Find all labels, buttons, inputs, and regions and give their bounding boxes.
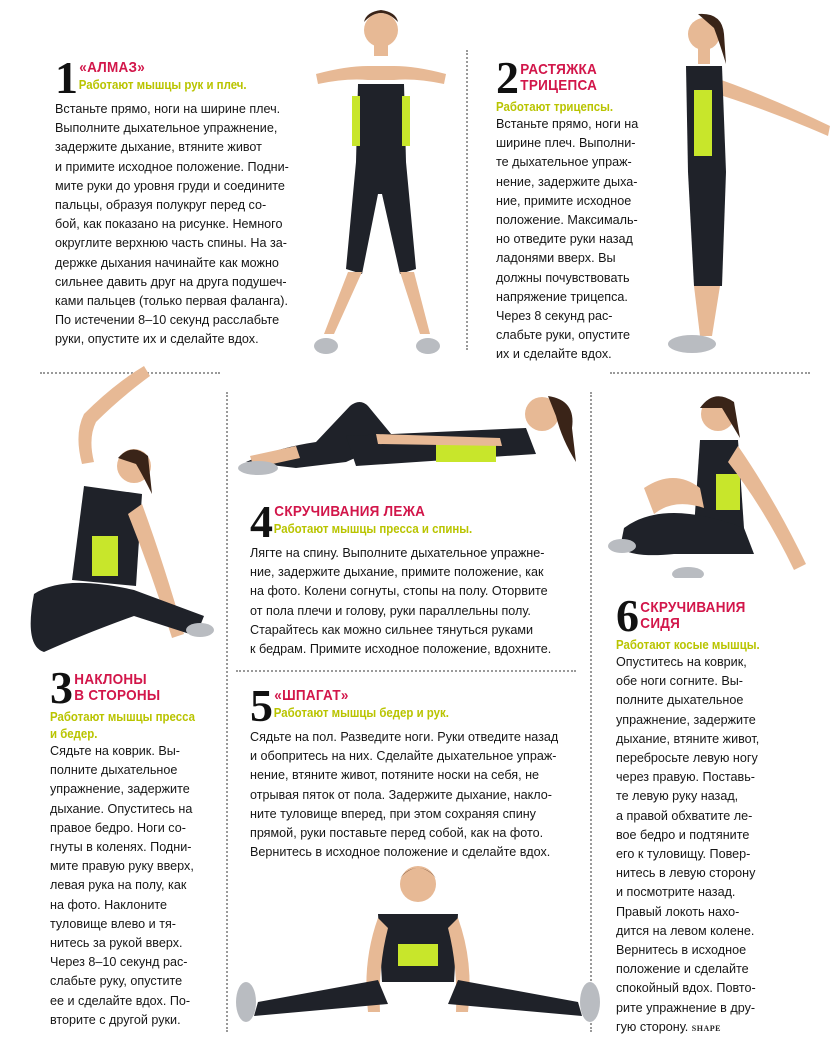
exercise-number: 4 (250, 496, 273, 547)
exercise-number: 2 (496, 52, 519, 103)
exercise-description: Опуститесь на коврик, обе ноги согните. Вы- полните дыхательное упражнение, задержите дыхание, втяните живот, перебросьте левую ногу через правую. Поставь- те левую руку назад, а правой обхватите ле- вое бедро и подтяните его к туловищу. Повер- нитесь в левую сторону и посмотрите назад. Правый локоть нахо- дится на левом колене. Вернитесь в исходное положение и сделайте спокойный вдох. Повто- рите упражнение в дру- гую сторону. SHAPE (616, 655, 760, 1034)
exercise-muscles: Работают мышцы рук и плеч. (78, 77, 247, 92)
exercise-number: 5 (250, 680, 273, 731)
divider (236, 670, 576, 672)
exercise-title: В СТОРОНЫ (74, 687, 161, 704)
exercise-number: 6 (616, 590, 639, 641)
exercise-title: «ШПАГАТ» (274, 687, 349, 704)
exercise-6-photo (604, 378, 814, 578)
exercise-muscles: Работают косые мышцы. (616, 637, 760, 652)
exercise-6 (616, 590, 776, 1038)
exercise-muscles: Работают мышцы пресса (50, 709, 195, 724)
exercise-3-photo (24, 354, 214, 664)
exercise-description: Сядьте на пол. Разведите ноги. Руки отведите назад и обопритесь на них. Сделайте дыхательное упраж- нение, втяните живот, потяните носки на себя, не отрывая пяток от пола. Задержите дыхание, накло- ните туловище вперед, при этом сохраняя спину прямой, руки поставьте перед собой, как на фото. Вернитесь в исходное положение и сделайте вдох. (250, 730, 559, 860)
exercise-title: СКРУЧИВАНИЯ ЛЕЖА (274, 503, 426, 520)
exercise-muscles: и бедер. (50, 726, 98, 741)
exercise-2-photo (664, 4, 834, 364)
exercise-4-photo (236, 384, 586, 484)
exercise-description: Встаньте прямо, ноги на ширине плеч. Выполните дыхательное упражнение, задержите дыхание, втяните живот и примите исходное положение. Подни- мите руки до уровня груди и соедините пальцы, образуя полукруг перед со- бой, как показано на рисунке. Немного округлите верхнюю часть спины. На за- держке дыхания начинайте как можно сильнее давить друг на друга подушеч- ками пальцев (только первая фаланга). По истечении 8–10 секунд расслабьте руки, опустите их и сделайте вдох. (55, 102, 289, 347)
exercise-title: «АЛМАЗ» (79, 59, 146, 76)
exercise-number: 1 (55, 52, 78, 103)
exercise-muscles: Работают мышцы пресса и спины. (273, 521, 473, 536)
exercise-muscles: Работают мышцы бедер и рук. (273, 705, 449, 720)
divider (466, 50, 468, 350)
exercise-3 (50, 662, 218, 1030)
exercise-title: РАСТЯЖКА (520, 61, 598, 78)
exercise-title: НАКЛОНЫ (74, 671, 147, 688)
exercise-number: 3 (50, 662, 73, 713)
exercise-description: Сядьте на коврик. Вы- полните дыхательное упражнение, задержите дыхание. Опуститесь на правое бедро. Ноги со- гнуты в коленях. Подни- мите правую руку вверх, левая рука на полу, как на фото. Наклоните туловище влево и тя- нитесь за рукой вверх. Через 8–10 секунд рас- слабьте руку, опустите ее и сделайте вдох. По- вторите с другой руки. (50, 744, 194, 1027)
exercise-1 (55, 52, 305, 350)
exercise-1-photo (306, 4, 456, 364)
exercise-description: Встаньте прямо, ноги на ширине плеч. Выполни- те дыхательное упраж- нение, задержите дыха- ние, примите исходное положение. Максималь- но отведите руки назад ладонями вверх. Вы должны почувствовать напряжение трицепса. Через 8 секунд рас- слабьте руки, опустите их и сделайте вдох. (496, 117, 639, 362)
exercise-muscles: Работают трицепсы. (496, 99, 614, 114)
exercise-description: Лягте на спину. Выполните дыхательное упражне- ние, задержите дыхание, примите положение, как на фото. Колени согнуты, стопы на полу. Оторвите от пола плечи и голову, руки параллельны полу. Старайтесь как можно сильнее тянуться руками к бедрам. Примите исходное положение, вдохните. (250, 546, 552, 657)
brand-logo: SHAPE (691, 1023, 721, 1033)
divider (610, 372, 810, 374)
exercise-5-photo (228, 862, 608, 1042)
exercise-2 (496, 52, 656, 365)
exercise-4 (250, 496, 580, 659)
exercise-title: СИДЯ (640, 615, 681, 632)
exercise-title: ТРИЦЕПСА (520, 77, 598, 94)
exercise-title: СКРУЧИВАНИЯ (640, 599, 746, 616)
exercise-5 (250, 680, 580, 862)
